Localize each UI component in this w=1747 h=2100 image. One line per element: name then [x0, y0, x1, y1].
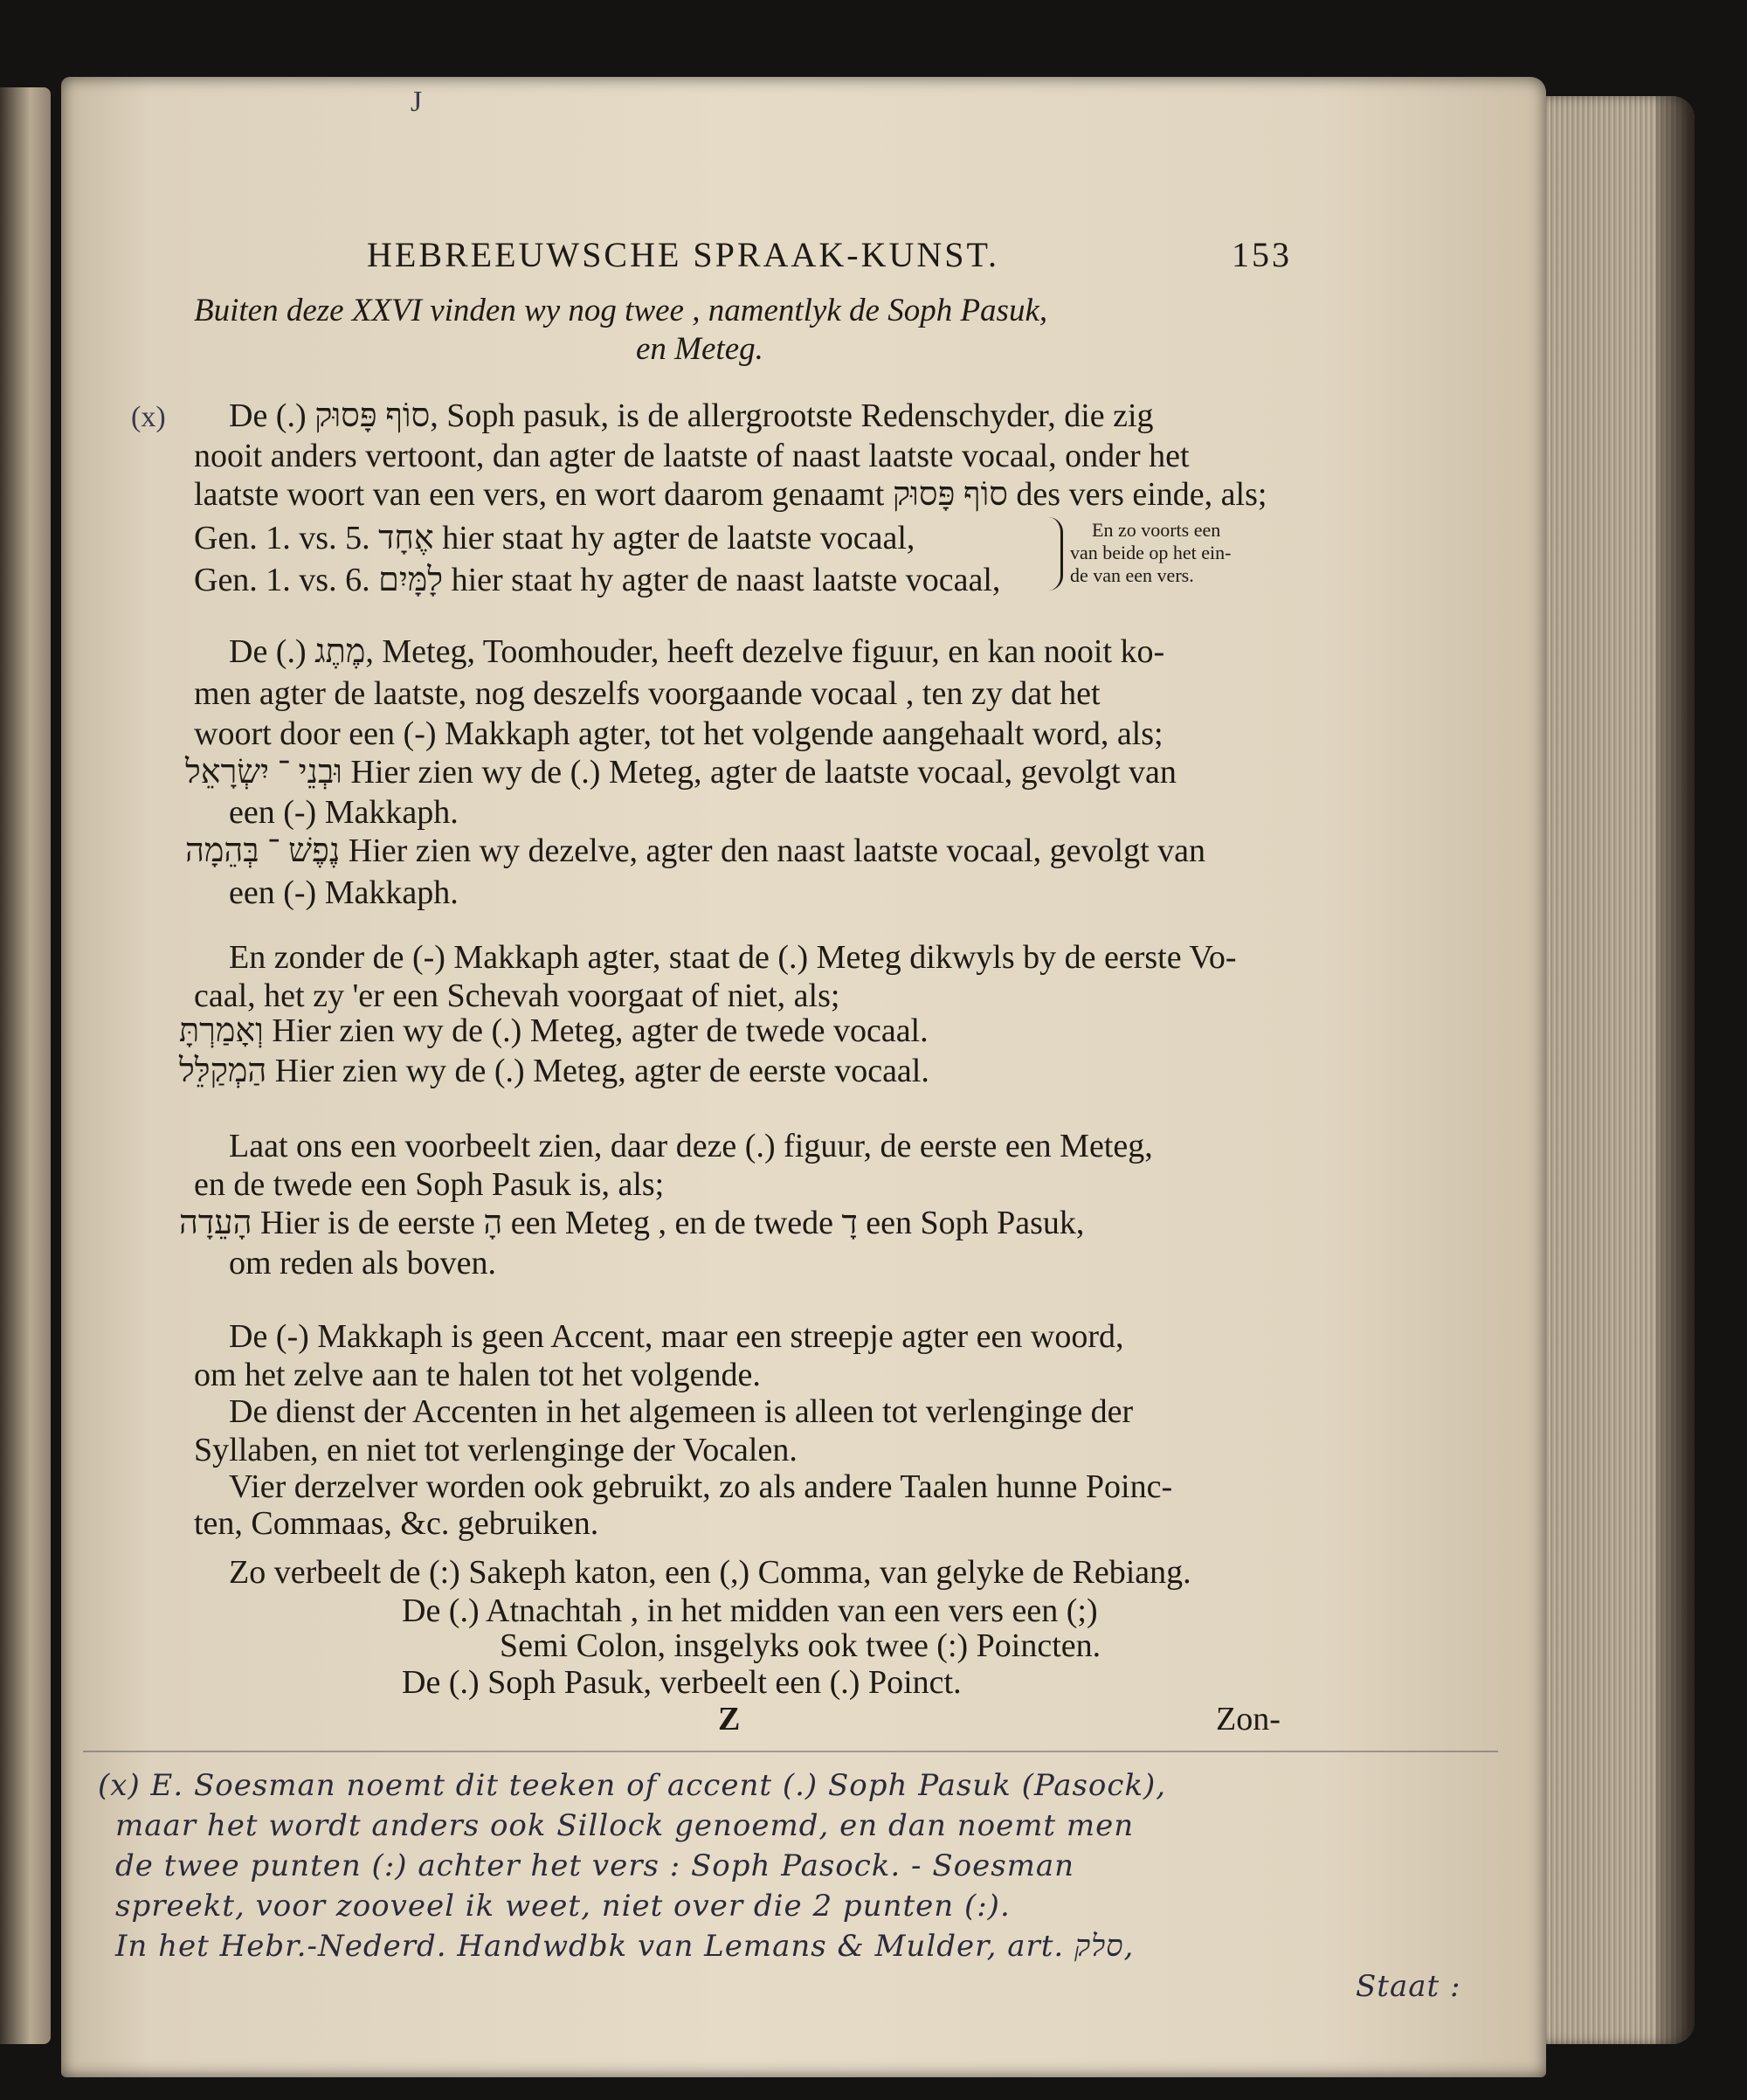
left-page-edge [0, 87, 51, 2044]
para2-line-7: een (-) Makkaph. [229, 874, 459, 911]
para3-line-3: וְאָמַרְתָּ Hier zien wy de (.) Meteg, agter de twede vocaal. [179, 1012, 929, 1049]
pencil-mark-x: (x) [131, 401, 166, 433]
note-divider [83, 1751, 1498, 1752]
para5-line-6: ten, Commaas, &c. gebruiken. [194, 1505, 599, 1542]
handwritten-line-5: In het Hebr.-Nederd. Handwdbk van Lemans & Mulder, art. סלק, [115, 1929, 1135, 1964]
para6-line-3: Semi Colon, insgelyks ook twee (:) Poincten. [500, 1627, 1101, 1664]
para3-line-1: En zonder de (-) Makkaph agter, staat de (.) Meteg dikwyls by de eerste Vo- [229, 939, 1237, 976]
para5-line-2: om het zelve aan te halen tot het volgende. [194, 1357, 761, 1393]
para1-line-2: nooit anders vertoont, dan agter de laatste of naast laatste vocaal, onder het [194, 438, 1190, 474]
para2-line-2: men agter de laatste, nog deszelfs voorgaande vocaal , ten zy dat het [194, 675, 1101, 712]
intro-line-1: Buiten deze XXVI vinden wy nog twee , namentlyk de Soph Pasuk, [194, 293, 1048, 328]
running-header: HEBREEUWSCHE SPRAAK-KUNST. [367, 235, 999, 274]
brace [1048, 517, 1063, 591]
handwritten-line-4: spreekt, voor zooveel ik weet, niet over die 2 punten (:). [115, 1889, 1011, 1924]
para5-line-1: De (-) Makkaph is geen Accent, maar een streepje agter een woord, [229, 1318, 1124, 1355]
para2-line-4: וּבְנֵי ־ יִשְׂרָאֵל Hier zien wy de (.) Meteg, agter de laatste vocaal, gevolgt van [185, 754, 1177, 791]
handwritten-line-1: (x) E. Soesman noemt dit teeken of accent (.) Soph Pasuk (Pasock), [98, 1768, 1167, 1803]
top-pencil-mark: J [411, 86, 423, 118]
handwritten-line-3: de twee punten (:) achter het vers : Soph Pasock. - Soesman [115, 1848, 1075, 1883]
book-fore-edge [1537, 96, 1695, 2044]
para6-line-1: Zo verbeelt de (:) Sakeph katon, een (,) Comma, van gelyke de Rebiang. [229, 1554, 1191, 1591]
para6-line-4: De (.) Soph Pasuk, verbeelt een (.) Poinct. [402, 1664, 962, 1701]
handwritten-line-2: maar het wordt anders ook Sillock genoemd, en dan noemt men [115, 1808, 1135, 1843]
para5-line-3: De dienst der Accenten in het algemeen is alleen tot verlenginge der [229, 1393, 1134, 1430]
para3-line-2: caal, het zy 'er een Schevah voorgaat of niet, als; [194, 977, 840, 1014]
handwritten-line-6: Staat : [1356, 1969, 1461, 2004]
side-note-3: de van een vers. [1070, 564, 1194, 586]
gen-line-2: Gen. 1. vs. 6. לָמָּיִם hier staat hy agter de naast laatste vocaal, [194, 562, 1001, 598]
para2-line-5: een (-) Makkaph. [229, 794, 459, 831]
para5-line-4: Syllaben, en niet tot verlenginge der Vocalen. [194, 1432, 798, 1468]
para4-line-1: Laat ons een voorbeelt zien, daar deze (.) figuur, de eerste een Meteg, [229, 1128, 1153, 1164]
para5-line-5: Vier derzelver worden ook gebruikt, zo als andere Taalen hunne Poinc- [229, 1468, 1173, 1505]
para2-line-6: נֶפֶשׁ ־ בְּהֵמָה Hier zien wy dezelve, agter den naast laatste vocaal, gevolgt van [185, 832, 1206, 869]
para2-line-1: De (.) מֶתֶג, Meteg, Toomhouder, heeft dezelve figuur, en kan nooit ko- [229, 633, 1165, 670]
para2-line-3: woort door een (-) Makkaph agter, tot het volgende aangehaalt word, als; [194, 715, 1164, 752]
signature-mark: Z [718, 1701, 741, 1737]
catchword: Zon- [1216, 1701, 1281, 1737]
intro-line-2: en Meteg. [636, 331, 763, 367]
para1-line-1: De (.) סוֹף פָּסוּק, Soph pasuk, is de allergrootste Redenschyder, die zig [229, 397, 1154, 434]
para3-line-4: הַמְקַלֵּל Hier zien wy de (.) Meteg, agter de eerste vocaal. [179, 1053, 929, 1089]
gen-line-1: Gen. 1. vs. 5. אֶחָד hier staat hy agter de laatste vocaal, [194, 520, 915, 556]
para4-line-4: om reden als boven. [229, 1245, 497, 1281]
side-note-1: En zo voorts een [1092, 519, 1221, 541]
para6-line-2: De (.) Atnachtah , in het midden van een vers een (;) [402, 1592, 1098, 1629]
page-number: 153 [1232, 235, 1292, 274]
side-note-2: van beide op het ein- [1070, 542, 1232, 563]
para1-line-3: laatste woort van een vers, en wort daarom genaamt סוֹף פָּסוּק des vers einde, als; [194, 476, 1267, 513]
para4-line-2: en de twede een Soph Pasuk is, als; [194, 1166, 665, 1203]
para4-line-3: הָעֵדָה Hier is de eerste הָ een Meteg , en de twede דָ een Soph Pasuk, [179, 1205, 1085, 1241]
